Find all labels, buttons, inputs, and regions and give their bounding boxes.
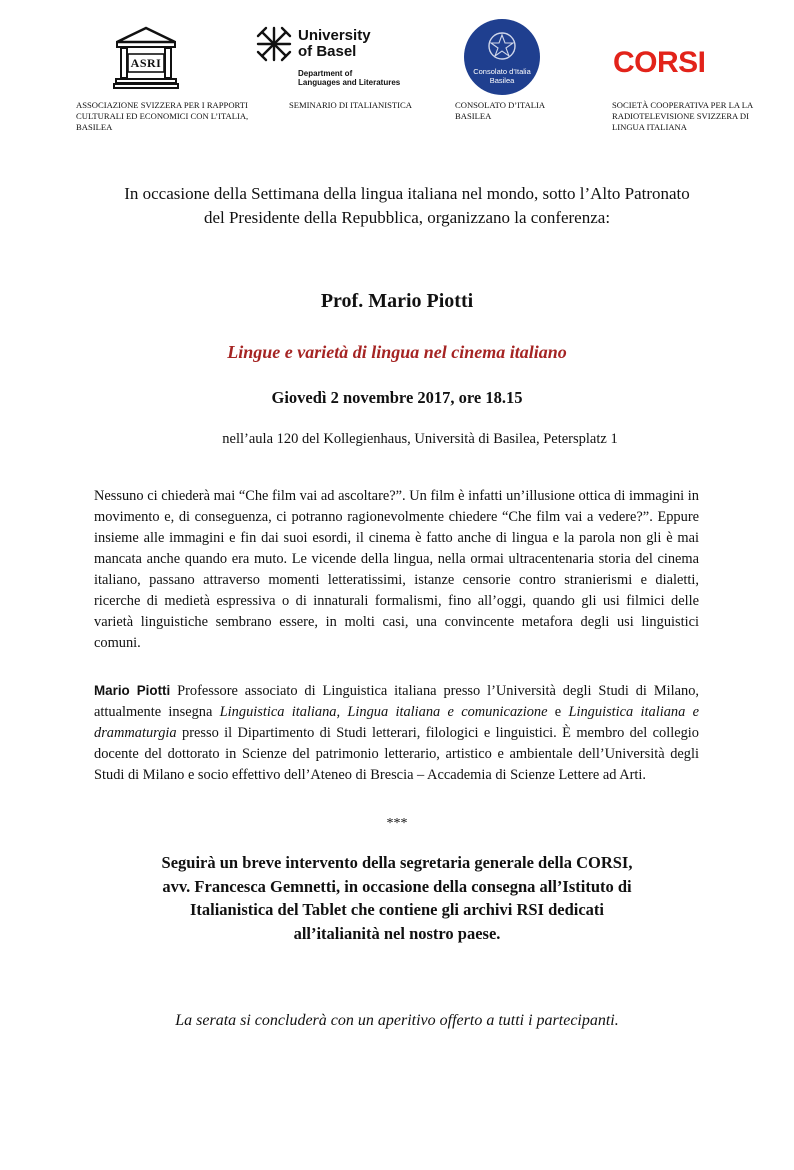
bio-text-3: presso il Dipartimento di Studi letterari, filologici e linguistici. È membro del collegio docente del dottorato in Scienze del patrimonio letterario, artistico e ambientale dell’Università degli Studi di Milano e socio effettivo dell’Ateneo di Brescia – Accademia di Scienze Lettere ad Arti. (94, 725, 699, 783)
asri-logo (113, 26, 179, 90)
bio-course-2: Linguistica italiana e drammaturgia (94, 704, 699, 741)
unibas-name-line2: of Basel (298, 43, 357, 60)
corsi-logo: CORSI (613, 46, 706, 79)
corsi-caption: SOCIETÀ COOPERATIVA PER LA LA RADIOTELEVISIONE SVIZZERA DI LINGUA ITALIANA (612, 100, 753, 132)
bio-course-1: Linguistica italiana, Lingua italiana e comunicazione (219, 704, 548, 720)
followup-line-2: avv. Francesca Gemnetti, in occasione della consegna all’Istituto di (162, 876, 632, 896)
abstract-paragraph: Nessuno ci chiederà mai “Che film vai ad ascoltare?”. Un film è infatti un’illusione ottica di immagini in movimento e, di conseguenza, ci potranno ragionevolmente chiedere “Che film vai a vedere?”. Eppure insieme alle immagini e fin dai suoi esordi, il cinema è fatto anche di lingua e la parola non gli è mai mancata anche quando era muto. Le vicende della lingua, nella ormai ultracentenaria storia del cinema italiano, passano attraverso momenti letteratissimi, istanze censorie contro stranierismi e dialetti, ricerche di medietà espressiva o di innaturali formalismi, fino all’oggi, quando gli usi filmici delle varietà linguistiche sembrano essere, in molti casi, una convincente metafora degli usi linguistici comuni. (94, 488, 699, 651)
consolato-caption: CONSOLATO D’ITALIA BASILEA (455, 100, 545, 121)
unibas-dept-line2: Languages and Literatures (298, 78, 401, 87)
followup-block (80, 851, 714, 945)
unibas-caption: SEMINARIO DI ITALIANISTICA (289, 100, 412, 110)
followup-line-3: Italianistica del Tablet che contiene gli archivi RSI dedicati (189, 900, 605, 919)
consolato-logo (462, 18, 542, 96)
closing-text: La serata si concluderà con un aperitivo offerto a tutti i partecipanti. (175, 1012, 619, 1029)
unibas-name-line1: University (298, 27, 371, 44)
bio-paragraph (94, 680, 699, 786)
unibas-logo (256, 22, 401, 98)
consolato-seal-text: Consolato d’Italia Basilea (473, 67, 531, 85)
unibas-dept-line1: Department of (298, 69, 353, 78)
section-separator: *** (386, 816, 408, 831)
event-venue: nell’aula 120 del Kollegienhaus, Università di Basilea, Petersplatz 1 (222, 431, 618, 447)
asri-wordmark: ASRI (130, 56, 162, 70)
talk-title: Lingue e varietà di lingua nel cinema italiano (227, 342, 567, 362)
unibas-mark-icon (256, 26, 292, 62)
followup-line-4: all’italianità nel nostro paese. (293, 923, 501, 943)
asri-caption: ASSOCIAZIONE SVIZZERA PER I RAPPORTI CULTURALI ED ECONOMICI CON L’ITALIA, BASILEA (76, 100, 249, 132)
bio-text-2: e (547, 704, 569, 720)
bio-text-1: Professore associato di Linguistica italiana presso l’Università degli Studi di Milano, attualmente insegna (94, 683, 700, 720)
followup-line-1: Seguirà un breve intervento della segretaria generale della CORSI, (161, 853, 633, 872)
speaker-name: Prof. Mario Piotti (320, 290, 474, 312)
intro-text: In occasione della Settimana della lingua italiana nel mondo, sotto l’Alto Patronato del Presidente della Repubblica, organizzano la conferenza: (124, 184, 690, 227)
event-datetime: Giovedì 2 novembre 2017, ore 18.15 (271, 388, 523, 407)
bio-name: Mario Piotti (94, 683, 171, 698)
